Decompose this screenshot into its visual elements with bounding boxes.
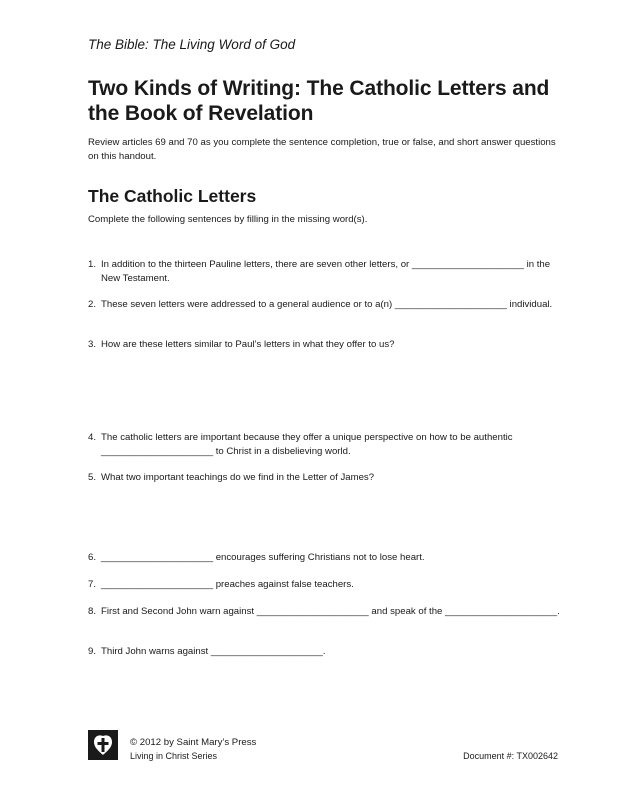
document-number: Document #: TX002642: [463, 751, 558, 761]
page-title: Two Kinds of Writing: The Catholic Letters and the Book of Revelation: [88, 77, 550, 125]
question-1: [88, 258, 568, 286]
question-7: [88, 578, 568, 592]
question-text: These seven letters were addressed to a general audience or to a(n) _____________________ individual.: [101, 299, 553, 310]
question-text: Third John warns against _____________________.: [101, 646, 326, 657]
question-2: [88, 298, 568, 312]
question-number: 9.: [88, 646, 97, 657]
question-text: First and Second John warn against _____________________ and speak of the _____________________.: [101, 606, 560, 617]
question-text: What two important teachings do we find in the Letter of James?: [101, 472, 375, 483]
question-number: 4.: [88, 432, 97, 443]
question-number: 2.: [88, 299, 97, 310]
section-heading: The Catholic Letters: [88, 186, 257, 206]
question-text: In addition to the thirteen Pauline letters, there are seven other letters, or _____________________ in the New Testament.: [101, 259, 551, 284]
question-number: 1.: [88, 259, 97, 270]
question-number: 6.: [88, 552, 97, 563]
question-6: [88, 551, 568, 565]
copyright-text: © 2012 by Saint Mary’s Press: [130, 737, 257, 748]
question-number: 8.: [88, 606, 97, 617]
question-3: [88, 338, 568, 352]
question-number: 5.: [88, 472, 97, 483]
footer-series: Living in Christ Series: [130, 751, 218, 761]
question-text: The catholic letters are important because they offer a unique perspective on how to be authentic _____________________ to Christ in a disbelieving world.: [101, 432, 513, 457]
series-title: The Bible: The Living Word of God: [88, 37, 296, 52]
question-text: _____________________ preaches against false teachers.: [101, 579, 354, 590]
section-instructions: Complete the following sentences by filling in the missing word(s).: [88, 214, 368, 225]
question-8: [88, 605, 568, 619]
question-text: _____________________ encourages suffering Christians not to lose heart.: [101, 552, 425, 563]
question-number: 3.: [88, 339, 97, 350]
question-number: 7.: [88, 579, 97, 590]
question-text: How are these letters similar to Paul’s letters in what they offer to us?: [101, 339, 395, 350]
question-9: [88, 645, 568, 659]
question-5: [88, 471, 568, 485]
saint-marys-press-logo-icon: [88, 730, 118, 760]
question-4: [88, 431, 568, 459]
intro-text: Review articles 69 and 70 as you complete the sentence completion, true or false, and short answer questions on this handout.: [88, 137, 556, 162]
